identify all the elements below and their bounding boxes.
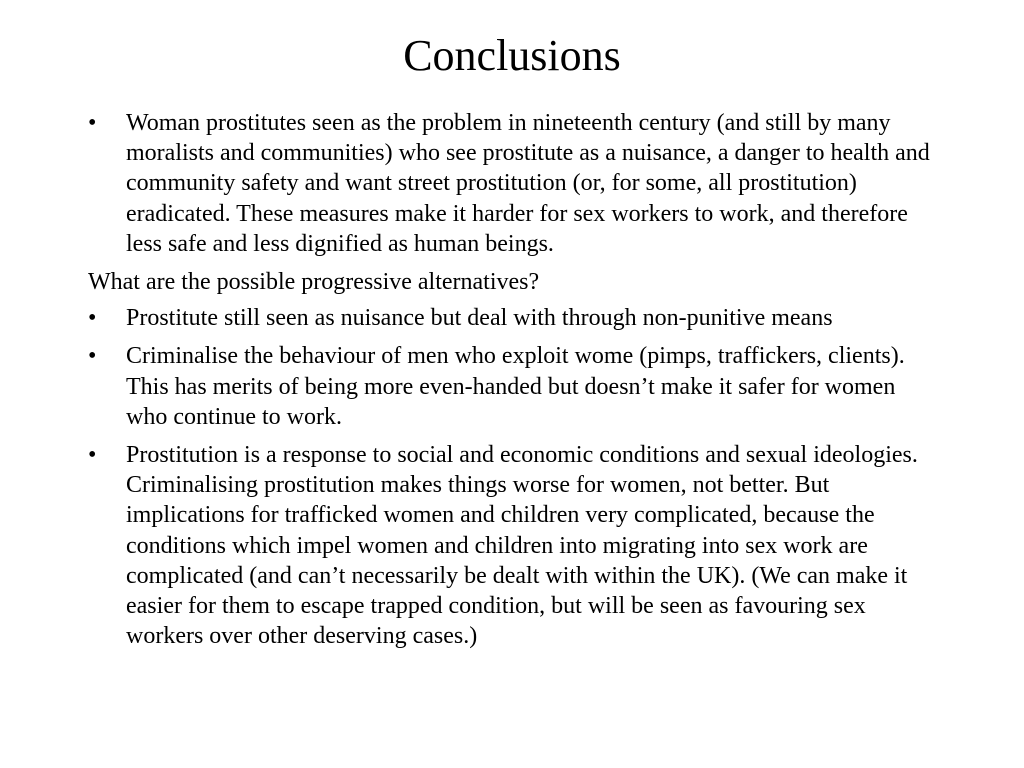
question-line: What are the possible progressive alternatives? bbox=[88, 269, 540, 296]
bullet-icon: • bbox=[88, 343, 97, 370]
bullet-icon: • bbox=[88, 442, 97, 469]
slide-title: Conclusions bbox=[403, 31, 621, 80]
bullet-text: Criminalise the behaviour of men who exploit wome (pimps, traffickers, clients). This has merits of being more even-handed but doesn’t make it safer for women who continue to work. bbox=[126, 343, 905, 430]
bullet-icon: • bbox=[88, 305, 97, 332]
bullet-item bbox=[88, 303, 940, 333]
bullet-item bbox=[88, 108, 940, 259]
bullet-item bbox=[88, 440, 940, 651]
bullet-item bbox=[88, 341, 940, 432]
slide-body bbox=[88, 108, 940, 659]
bullet-text: Prostitute still seen as nuisance but deal with through non-punitive means bbox=[126, 305, 833, 332]
bullet-icon: • bbox=[88, 110, 97, 136]
bullet-text: Prostitution is a response to social and economic conditions and sexual ideologies. Criminalising prostitution makes things worse for women, not better. But implications for trafficked women and children very complicated, because the conditions which impel women and children into migrating into sex work are complicated (and can’t necessarily be dealt with within the UK). (We can make it easier for them to escape trapped condition, but will be seen as favouring sex workers over other deserving cases.) bbox=[126, 442, 918, 650]
bullet-text: Woman prostitutes seen as the problem in nineteenth century (and still by many moralists and communities) who see prostitute as a nuisance, a danger to health and community safety and want street prostitution (or, for some, all prostitution) eradicated. These measures make it harder for sex workers to work, and therefore less safe and less dignified as human beings. bbox=[126, 110, 930, 257]
